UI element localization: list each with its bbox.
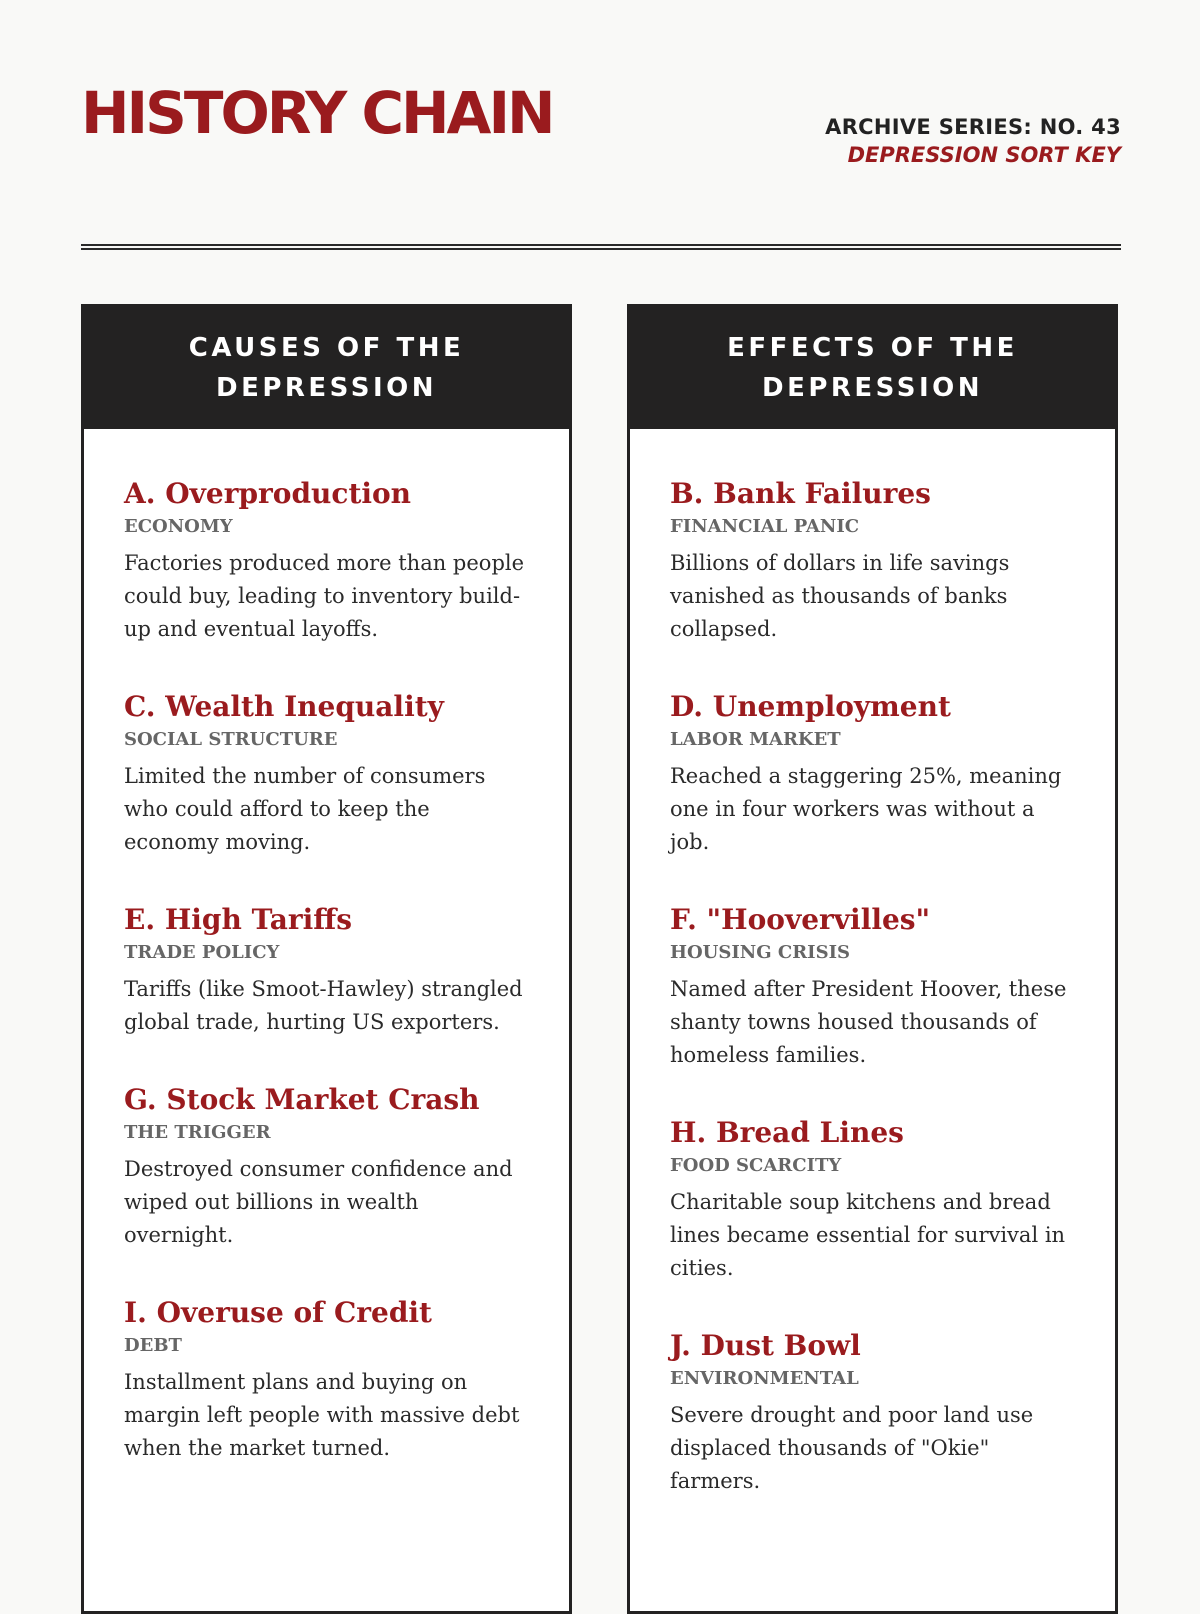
effect-item (670, 1329, 1075, 1498)
cause-item (124, 1083, 529, 1252)
cause-item-description: Destroyed consumer confidence and wiped out billions in wealth overnight. (124, 1157, 513, 1247)
cause-item (124, 1296, 529, 1465)
effects-column-header (630, 307, 1115, 429)
effects-column (627, 304, 1118, 1614)
effect-item-tag: FOOD SCARCITY (670, 1155, 842, 1176)
effect-item-description: Reached a staggering 25%, meaning one in four workers was without a job. (670, 764, 1062, 854)
causes-list (84, 429, 569, 1465)
cause-item-tag: THE TRIGGER (124, 1122, 271, 1143)
double-rule-divider (81, 244, 1121, 250)
cause-item-description: Factories produced more than people could buy, leading to inventory build-up and eventual layoffs. (124, 551, 525, 641)
effect-item (670, 690, 1075, 859)
effect-item-tag: ENVIRONMENTAL (670, 1368, 859, 1389)
effects-column-title: EFFECTS OF THE DEPRESSION (727, 333, 1018, 403)
cause-item-tag: SOCIAL STRUCTURE (124, 729, 338, 750)
cause-item-description: Installment plans and buying on margin left people with massive debt when the market turned. (124, 1370, 520, 1460)
series-info (825, 114, 1121, 170)
effect-item-tag: FINANCIAL PANIC (670, 516, 860, 537)
effect-item-description: Named after President Hoover, these shanty towns housed thousands of homeless families. (670, 977, 1067, 1067)
sort-key-label: DEPRESSION SORT KEY (847, 143, 1121, 167)
cause-item-tag: ECONOMY (124, 516, 233, 537)
cause-item-description: Tariffs (like Smoot-Hawley) strangled global trade, hurting US exporters. (124, 977, 523, 1034)
effects-list (630, 429, 1115, 1498)
archive-series-label: ARCHIVE SERIES: NO. 43 (825, 115, 1121, 139)
cause-item (124, 690, 529, 859)
effect-item-description: Charitable soup kitchens and bread lines became essential for survival in cities. (670, 1190, 1066, 1280)
cause-item-tag: DEBT (124, 1335, 182, 1356)
cause-item-description: Limited the number of consumers who could afford to keep the economy moving. (124, 764, 486, 854)
cause-item-title: G. Stock Market Crash (124, 1083, 480, 1116)
cause-item-title: A. Overproduction (124, 477, 412, 510)
page-header (81, 0, 1121, 240)
effect-item-title: F. "Hoovervilles" (670, 903, 931, 936)
causes-column-header (84, 307, 569, 429)
effect-item-title: H. Bread Lines (670, 1116, 904, 1149)
cause-item (124, 903, 529, 1039)
effect-item-tag: LABOR MARKET (670, 729, 841, 750)
effect-item-title: J. Dust Bowl (670, 1329, 861, 1362)
effect-item-tag: HOUSING CRISIS (670, 942, 851, 963)
effect-item (670, 1116, 1075, 1285)
causes-column (81, 304, 572, 1614)
effect-item-description: Billions of dollars in life savings vanished as thousands of banks collapsed. (670, 551, 1010, 641)
causes-column-title: CAUSES OF THE DEPRESSION (188, 333, 465, 403)
brand-title: HISTORY CHAIN (81, 79, 553, 147)
effect-item-description: Severe drought and poor land use displaced thousands of "Okie" farmers. (670, 1403, 1034, 1493)
effect-item (670, 477, 1075, 646)
cause-item (124, 477, 529, 646)
effect-item (670, 903, 1075, 1072)
cause-item-title: I. Overuse of Credit (124, 1296, 432, 1329)
effect-item-title: B. Bank Failures (670, 477, 931, 510)
cause-item-tag: TRADE POLICY (124, 942, 280, 963)
effect-item-title: D. Unemployment (670, 690, 951, 723)
cause-item-title: C. Wealth Inequality (124, 690, 444, 723)
cause-item-title: E. High Tariffs (124, 903, 353, 936)
